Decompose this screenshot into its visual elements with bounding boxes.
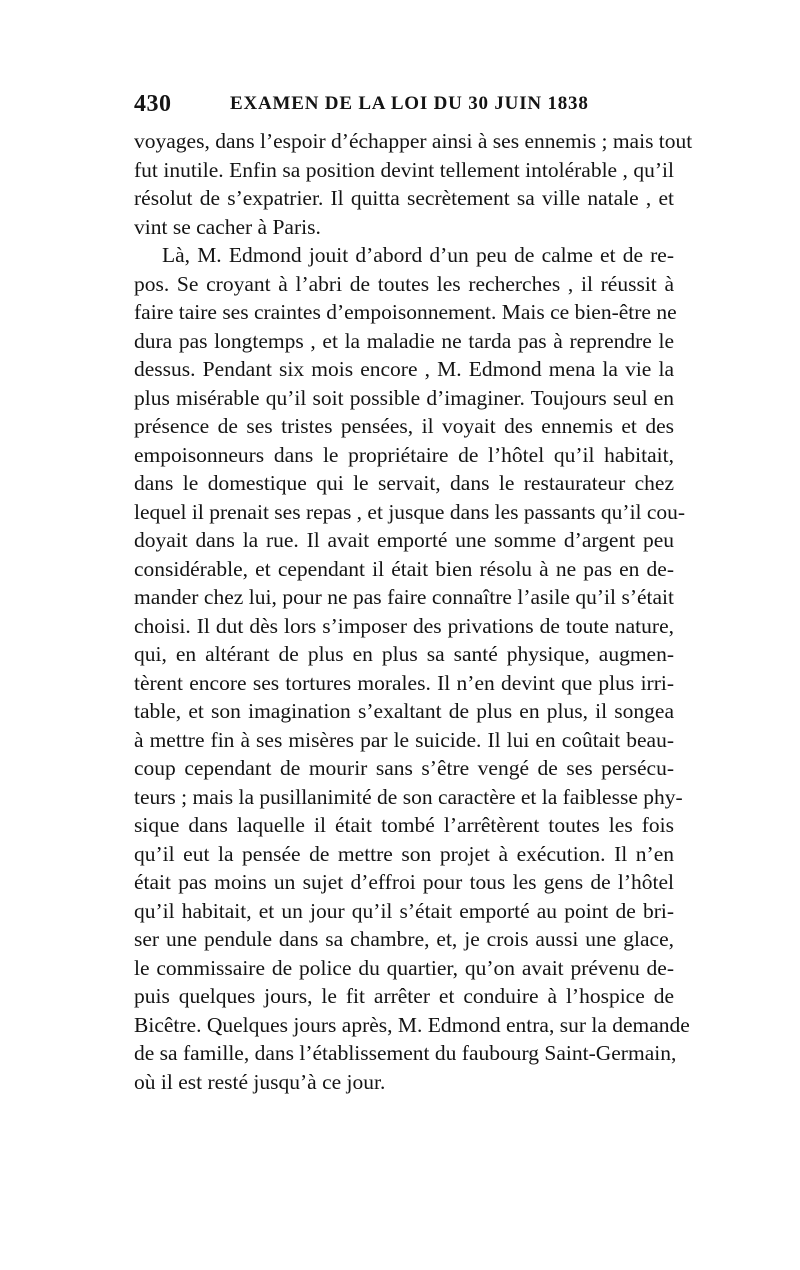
- text-line: considérable, et cependant il était bien résolu à ne pas en de-: [134, 556, 674, 581]
- page-number: 430: [134, 91, 172, 117]
- text-line: puis quelques jours, le fit arrêter et conduire à l’hospice de: [134, 984, 674, 1008]
- text-line: qu’il eut la pensée de mettre son projet à exécution. Il n’en: [134, 841, 674, 866]
- text-line: était pas moins un sujet d’effroi pour tous les gens de l’hôtel: [134, 870, 674, 894]
- text-line: coup cependant de mourir sans s’être vengé de ses persécu-: [134, 756, 674, 780]
- text-line: lequel il prenait ses repas , et jusque dans les passants qu’il cou-: [134, 499, 686, 524]
- text-line: de sa famille, dans l’établissement du faubourg Saint-Germain,: [134, 1041, 677, 1065]
- text-line: teurs ; mais la pusillanimité de son caractère et la faiblesse phy-: [134, 784, 683, 809]
- text-line: mander chez lui, pour ne pas faire connaître l’asile qu’il s’était: [134, 585, 674, 609]
- text-line: plus misérable qu’il soit possible d’imaginer. Toujours seul en: [134, 385, 674, 410]
- text-line: choisi. Il dut dès lors s’imposer des privations de toute nature,: [134, 613, 674, 638]
- text-line: pos. Se croyant à l’abri de toutes les recherches , il réussit à: [134, 271, 674, 296]
- text-line: présence de ses tristes pensées, il voyait des ennemis et des: [134, 414, 674, 438]
- text-line: ser une pendule dans sa chambre, et, je crois aussi une glace,: [134, 927, 674, 951]
- text-line: doyait dans la rue. Il avait emporté une somme d’argent peu: [134, 528, 674, 552]
- text-line: dans le domestique qui le servait, dans le restaurateur chez: [134, 471, 674, 495]
- paragraph-first-line: Là, M. Edmond jouit d’abord d’un peu de calme et de re-: [162, 243, 674, 267]
- text-line: faire taire ses craintes d’empoisonnement. Mais ce bien-être ne: [134, 300, 677, 324]
- running-title: EXAMEN DE LA LOI DU 30 JUIN 1838: [230, 93, 589, 114]
- body-text: [134, 127, 693, 1096]
- text-line: dessus. Pendant six mois encore , M. Edmond mena la vie la: [134, 357, 674, 381]
- text-line: qu’il habitait, et un jour qu’il s’était emporté au point de bri-: [134, 898, 674, 923]
- text-line: le commissaire de police du quartier, qu’on avait prévenu de-: [134, 955, 674, 980]
- page-header: [134, 91, 672, 123]
- text-line: à mettre fin à ses misères par le suicide. Il lui en coûtait beau-: [134, 727, 674, 752]
- text-line: voyages, dans l’espoir d’échapper ainsi à ses ennemis ; mais tout: [134, 129, 693, 153]
- text-line: sique dans laquelle il était tombé l’arrêtèrent toutes les fois: [134, 813, 674, 837]
- text-line: table, et son imagination s’exaltant de plus en plus, il songea: [134, 699, 674, 723]
- text-line: vint se cacher à Paris.: [134, 214, 321, 239]
- text-line: empoisonneurs dans le propriétaire de l’hôtel qu’il habitait,: [134, 442, 674, 467]
- text-line: qui, en altérant de plus en plus sa santé physique, augmen-: [134, 642, 674, 666]
- text-line: Bicêtre. Quelques jours après, M. Edmond entra, sur la demande: [134, 1012, 690, 1037]
- text-line: fut inutile. Enfin sa position devint tellement intolérable , qu’il: [134, 157, 674, 182]
- text-line: dura pas longtemps , et la maladie ne tarda pas à reprendre le: [134, 328, 674, 353]
- text-line: tèrent encore ses tortures morales. Il n’en devint que plus irri-: [134, 670, 674, 695]
- text-line: résolut de s’expatrier. Il quitta secrètement sa ville natale , et: [134, 186, 674, 210]
- text-line: où il est resté jusqu’à ce jour.: [134, 1069, 386, 1094]
